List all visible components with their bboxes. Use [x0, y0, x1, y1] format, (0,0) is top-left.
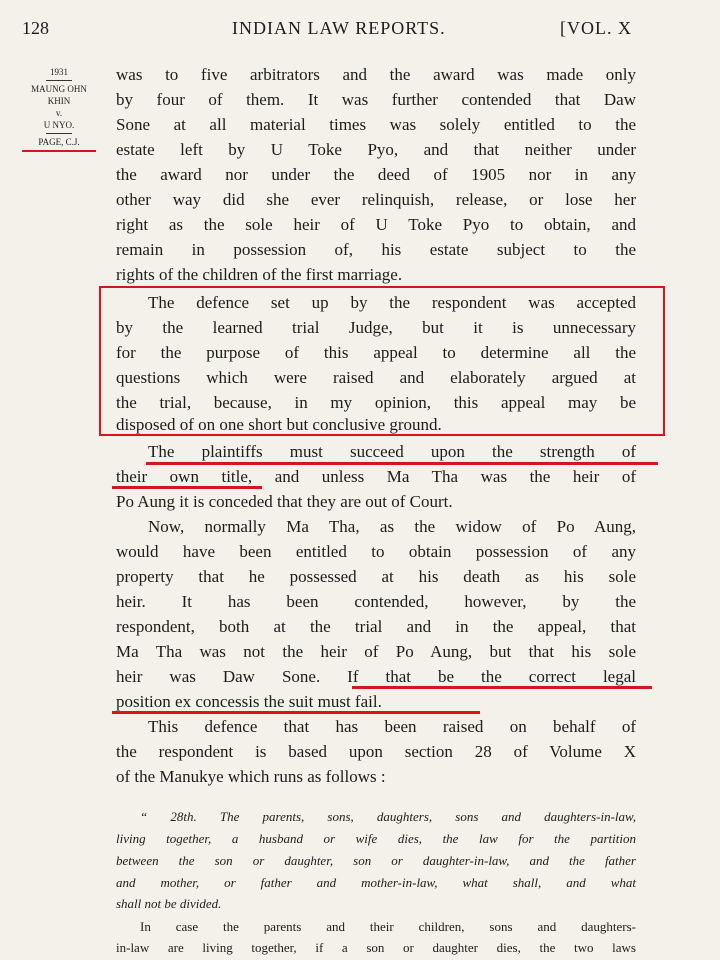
text-line: Sone at all material times was solely entitled to the [116, 115, 636, 134]
judge-red-underline [22, 150, 96, 152]
volume-label: [VOL. X [560, 18, 632, 38]
text-line: disposed of on one short but conclusive ground. [116, 415, 442, 434]
text-line: property that he possessed at his death as his sole [116, 567, 636, 586]
text-line: right as the sole heir of U Toke Pyo to obtain, and [116, 215, 636, 234]
text-line: The defence set up by the respondent was accepted [148, 293, 636, 312]
text-line: the award nor under the deed of 1905 nor in any [116, 165, 636, 184]
margin-judge: PAGE, C.J. [38, 137, 80, 147]
margin-rule [46, 80, 72, 81]
red-underline [352, 686, 652, 689]
red-underline [146, 462, 658, 465]
text-line: the trial, because, in my opinion, this appeal may be [116, 393, 636, 412]
text-line: their own title, and unless Ma Tha was the heir of [116, 467, 636, 486]
margin-versus: v. [55, 108, 63, 118]
margin-party1b: KHIN [47, 96, 71, 106]
text-line: for the purpose of this appeal to determine all the [116, 343, 636, 362]
text-line: remain in possession of, his estate subject to the [116, 240, 636, 259]
text-line: in-law are living together, if a son or daughter dies, the two laws [116, 940, 636, 955]
text-line: heir. It has been contended, however, by the [116, 592, 636, 611]
report-title: INDIAN LAW REPORTS. [232, 18, 446, 38]
text-line: would have been entitled to obtain possession of any [116, 542, 636, 561]
text-line: questions which were raised and elaborately argued at [116, 368, 636, 387]
text-line: by the learned trial Judge, but it is unnecessary [116, 318, 636, 337]
text-line: respondent, both at the trial and in the appeal, that [116, 617, 636, 636]
quote-line: “ 28th. The parents, sons, daughters, sons and daughters-in-law, [140, 809, 636, 824]
text-line: In case the parents and their children, sons and daughters- [140, 919, 636, 934]
text-line: other way did she ever relinquish, release, or lose her [116, 190, 636, 209]
text-line: position ex concessis the suit must fail. [116, 692, 382, 711]
text-line: The plaintiffs must succeed upon the strength of [148, 442, 636, 461]
margin-year: 1931 [50, 67, 68, 77]
margin-rule [46, 133, 72, 134]
text-line: of the Manukye which runs as follows : [116, 767, 386, 786]
red-underline [112, 486, 262, 489]
text-line: Po Aung it is conceded that they are out of Court. [116, 492, 453, 511]
text-line: rights of the children of the first marriage. [116, 265, 403, 284]
margin-party2: U NYO. [43, 120, 75, 130]
red-underline [112, 711, 480, 714]
text-line: by four of them. It was further contended that Daw [116, 90, 636, 109]
page-number: 128 [22, 18, 49, 38]
text-line: Ma Tha was not the heir of Po Aung, but that his sole [116, 642, 636, 661]
quote-line: shall not be divided. [116, 896, 222, 911]
quote-line: living together, a husband or wife dies, the law for the partition [116, 831, 636, 846]
highlight-box [99, 286, 665, 436]
quote-line: and mother, or father and mother-in-law, what shall, and what [116, 875, 636, 890]
text-line: was to five arbitrators and the award was made only [116, 65, 636, 84]
running-header [0, 18, 720, 48]
margin-note [14, 66, 104, 152]
text-line: Now, normally Ma Tha, as the widow of Po Aung, [148, 517, 636, 536]
text-line: estate left by U Toke Pyo, and that neither under [116, 140, 636, 159]
text-line: This defence that has been raised on behalf of [148, 717, 636, 736]
text-line: heir was Daw Sone. If that be the correct legal [116, 667, 636, 686]
quote-line: between the son or daughter, son or daughter-in-law, and the father [116, 853, 636, 868]
text-line: the respondent is based upon section 28 of Volume X [116, 742, 636, 761]
margin-party1: MAUNG OHN [31, 84, 87, 94]
